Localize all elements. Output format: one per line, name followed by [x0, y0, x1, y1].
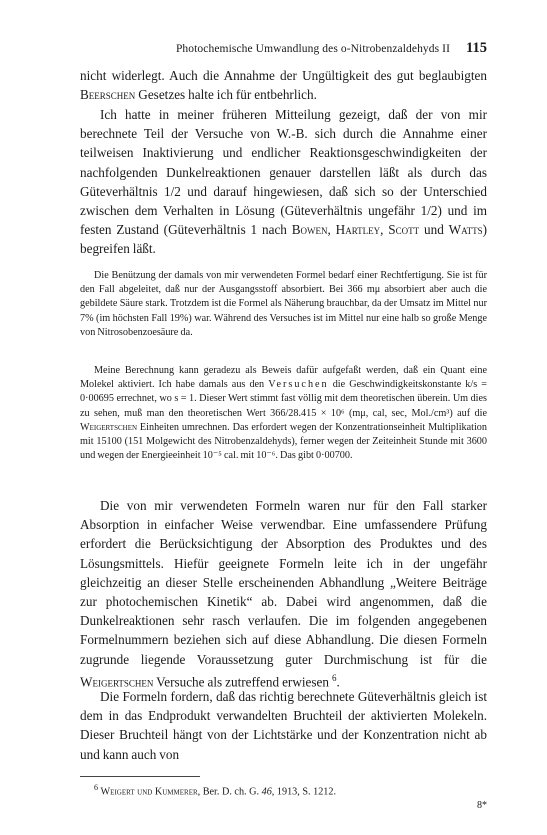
paragraph-4 — [80, 687, 487, 764]
spaced-word: Versuchen — [268, 379, 329, 391]
small-paragraph-1 — [80, 269, 487, 340]
small-paragraph-2-text-b: die Geschwindigkeitskonstante k/s = 0·00695 errechnet, wo s = 1. Dieser Wert stimmt fast völlig mit dem theoretischen überein. Um dies zu sehen, muß man den theoretischen Wert 366/28.415 × 10⁶ (mμ, cal, sec, Mol./cm³) auf die — [80, 379, 487, 419]
paragraph-3 — [80, 496, 487, 691]
paragraph-2-text-b: und — [419, 222, 449, 238]
page-number: 115 — [466, 40, 487, 56]
small-paragraph-2 — [80, 364, 487, 463]
author-name: Watts — [448, 222, 483, 238]
small-paragraph-2-text-a: Meine Berechnung kann geradezu als Beweis dafür aufgefaßt werden, daß ein Quant eine Molekel aktiviert. Ich habe damals aus den — [80, 365, 487, 391]
signature-mark: 8* — [477, 800, 487, 811]
running-header — [80, 40, 487, 57]
footnote-divider — [80, 776, 200, 777]
author-name: Weigertschen — [80, 421, 138, 433]
paragraph-3-text-b: Versuche als zutreffend erwiesen — [153, 674, 332, 690]
author-name: Weigertschen — [80, 674, 154, 690]
paragraph-1-text-a: nicht widerlegt. Auch die Annahme der Ungültigkeit des gut beglaubigten — [80, 68, 487, 83]
paragraph-4-text: Die Formeln fordern, daß das richtig berechnete Güteverhältnis gleich ist dem in das Endprodukt verwandelten Bruchteil der aktivierten Molekeln. Dieser Bruchteil hängt von der Lichtstärke und der Konzentration nicht ab und kann auch von — [80, 689, 487, 762]
author-name: Beerschen — [80, 87, 136, 103]
paragraph-2 — [80, 105, 487, 259]
paragraph-2-text-a: Ich hatte in meiner früheren Mitteilung gezeigt, daß der von mir berechnete Teil der Versuche von W.-B. sich durch die Annahme einer teilweisen Inaktivierung und endlicher Reaktionsgeschwindigkeiten der nachfolgenden Dunkelreaktionen genauer darstellen läßt als durch das Güteverhältnis 1/2 und darauf hingewiesen, daß sich so der Unterschied zwischen dem Verhalten in Lösung (Güteverhältnis ungefähr 1/2) und im festen Zustand (Güteverhältnis 1 nach — [80, 107, 487, 238]
running-title: Photochemische Umwandlung des o-Nitrobenzaldehyds II — [175, 43, 451, 55]
author-names: Bowen, Hartley, Scott — [291, 222, 420, 238]
footnote-marker: 6 — [94, 783, 98, 792]
footnote-volume: 46 — [261, 786, 272, 798]
paragraph-1-text-b: Gesetzes halte ich für entbehrlich. — [135, 87, 317, 103]
footnote-text-b: , 1913, S. 1212. — [271, 786, 337, 798]
footnote — [80, 781, 487, 799]
paragraph-3-text-c: . — [336, 674, 340, 690]
small-paragraph-1-text: Die Benützung der damals von mir verwendeten Formel bedarf einer Rechtfertigung. Sie ist für den Fall abgeleitet, daß nur der Ausgangsstoff absorbiert. Bei 366 mμ absorbiert aber auch die gebildete Säure stark. Trotzdem ist die Formel als Näherung brauchbar, da der Umsatz im Mittel nur 7% (im höchsten Fall 19%) war. Während des Versuches ist im Mittel nur eine halb so große Menge von Nitrosobenzoesäure da. — [80, 270, 487, 338]
footnote-reference[interactable]: 6 — [331, 672, 337, 683]
paragraph-1 — [80, 66, 487, 104]
paragraph-2-text-c: ) begreifen läßt. — [80, 222, 487, 257]
footnote-authors: Weigert und Kummerer — [100, 786, 198, 798]
paragraph-3-text-a: Die von mir verwendeten Formeln waren nur für den Fall starker Absorption in einfacher Weise verwendbar. Eine umfassendere Prüfung erfordert die Berücksichtigung der Absorption des Produktes und des Lösungsmittels. Hiefür geeignete Formeln leite ich in der ungefähr gleichzeitig an dieser Stelle erscheinenden Abhandlung „Weitere Beiträge zur photochemischen Kinetik“ ab. Dabei wird angenommen, daß die Dunkelreaktionen sehr rasch verlaufen. Die im folgenden angegebenen Formelnummern beziehen sich auf diese Abhandlung. Die diesen Formeln zugrunde liegende Voraussetzung guter Durchmischung ist für die — [80, 498, 487, 667]
small-paragraph-2-text-c: Einheiten umrechnen. Das erfordert wegen der Konzentrationseinheit Multiplikation mit 15100 (151 Molgewicht des Nitrobenzaldehyds), ferner wegen der Zeiteinheit Stunde mit 3600 und wegen der Energieeinheit 10⁻⁵ cal. mit 10⁻⁶. Das gibt 0·00700. — [80, 421, 487, 462]
footnote-text-a: , Ber. D. ch. G. — [197, 786, 262, 798]
